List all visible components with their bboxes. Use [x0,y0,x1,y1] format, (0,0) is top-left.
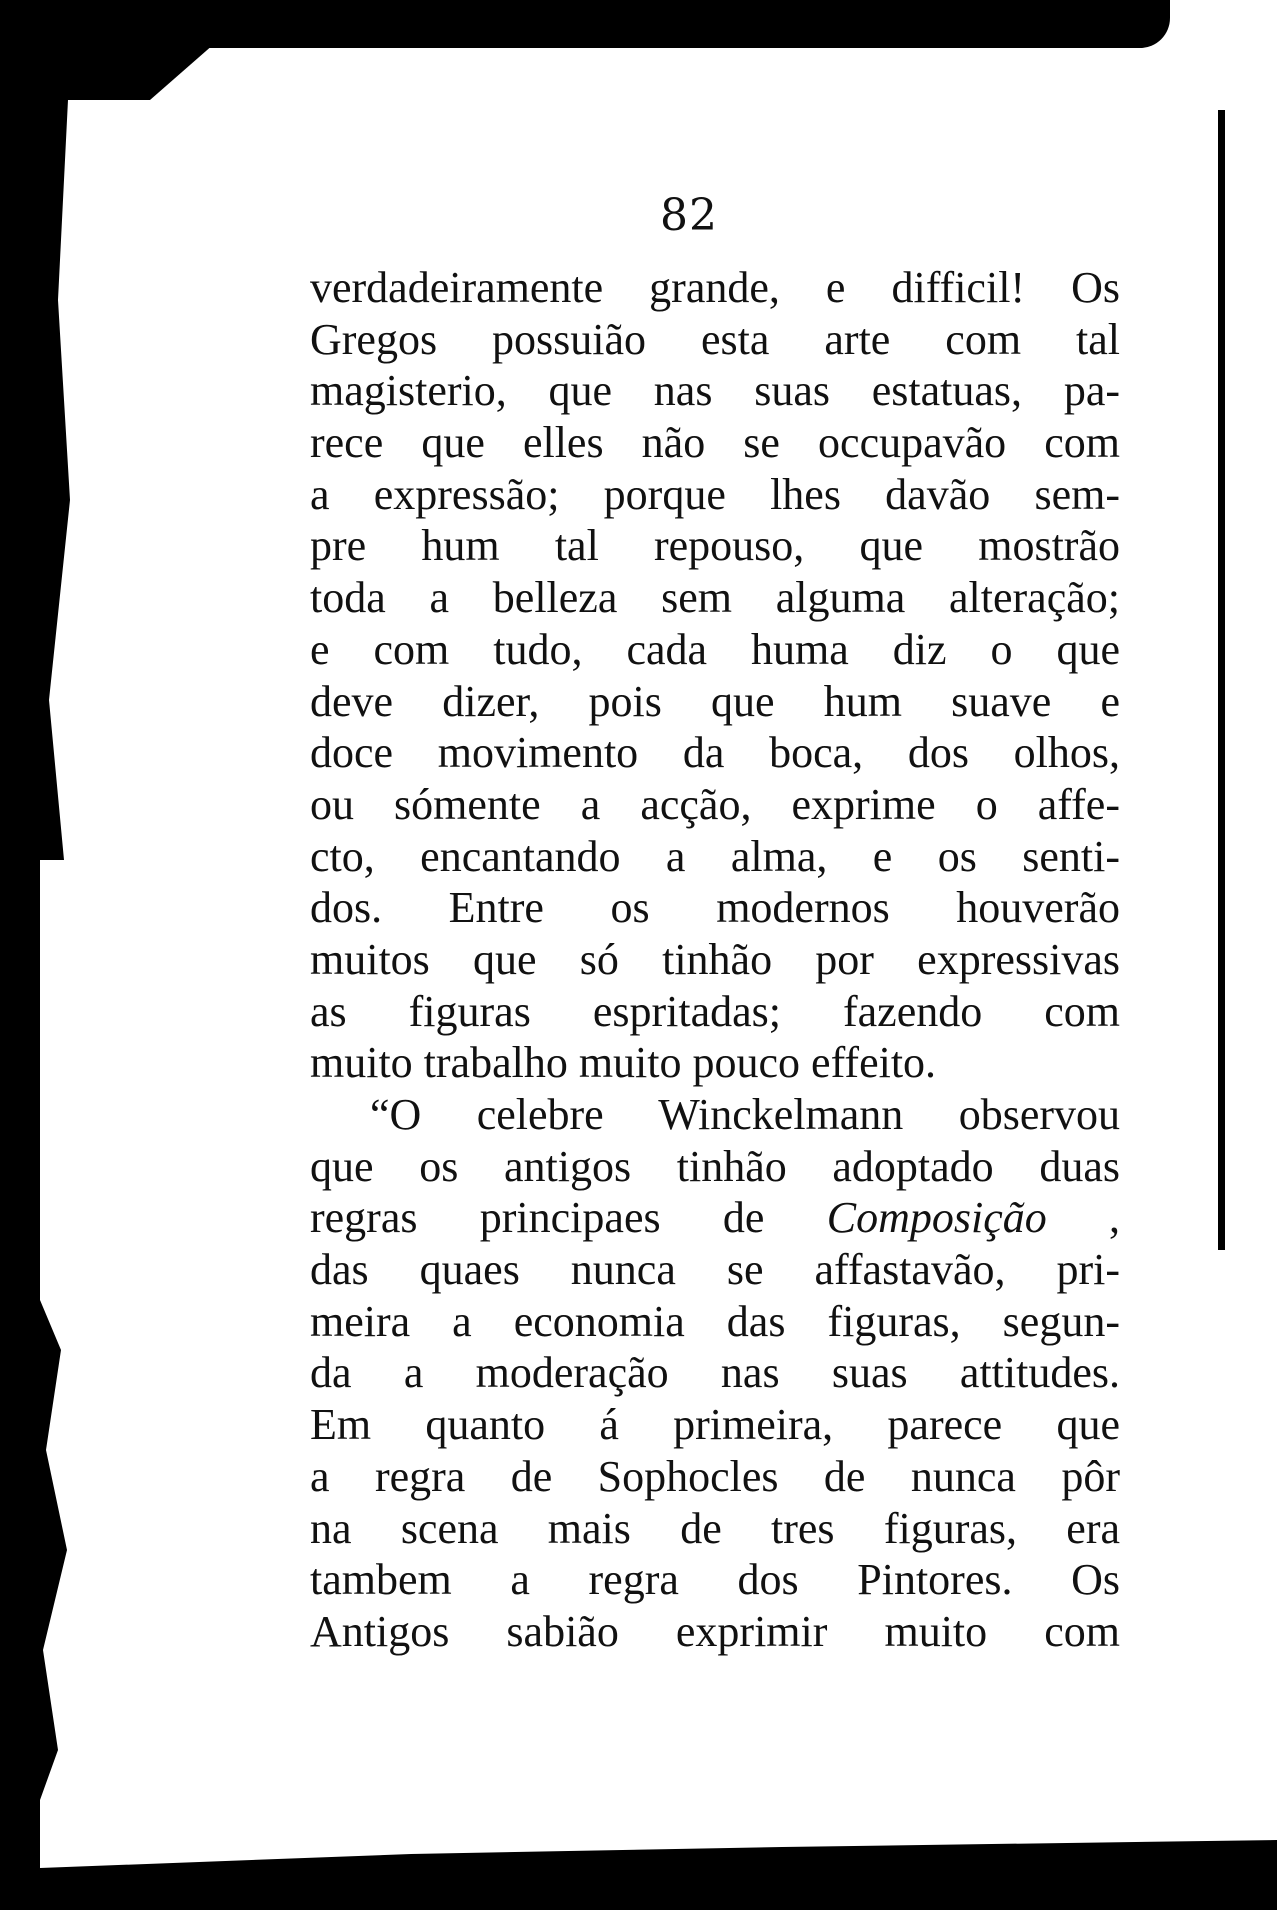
text-line: cto, encantando a alma, e os senti- [310,831,1120,881]
scan-edge-bottom [40,1840,1277,1910]
scan-edge-right [1218,110,1225,1250]
text-line: meira a economia das figuras, segun- [310,1296,1120,1346]
text-line: a expressão; porque lhes davão sem- [310,469,1120,519]
text-line: ou sómente a acção, exprime o affe- [310,779,1120,829]
text-line: dos. Entre os modernos houverão [310,883,1120,933]
scan-edge-top-corner [30,30,230,100]
text-line: Em quanto á primeira, parece que [310,1400,1120,1450]
text-line: pre hum tal repouso, que mostrão [310,521,1120,571]
text-line: da a moderação nas suas attitudes. [310,1348,1120,1398]
text-line: doce movimento da boca, dos olhos, [310,728,1120,778]
text-line: das quaes nunca se affastavão, pri- [310,1245,1120,1295]
text-line: verdadeiramente grande, e difficil! Os [310,263,1120,312]
binding-shadow-left-lower [40,1300,70,1800]
italic-term: Composição [826,1193,1047,1243]
text-line: Antigos sabião exprimir muito com [310,1606,1120,1656]
text-line: na scena mais de tres figuras, era [310,1503,1120,1553]
page-number: 82 [660,190,718,241]
binding-shadow-left-upper [40,60,70,860]
text-line: muitos que só tinhão por expressivas [310,934,1120,984]
text-line: tambem a regra dos Pintores. Os [310,1555,1120,1605]
text-line-with-italic [310,1192,1120,1244]
paragraph-start-line: “O celebre Winckelmann observou [370,1090,1120,1139]
binding-shadow-left [0,0,40,1910]
text-line: magisterio, que nas suas estatuas, pa- [310,366,1120,416]
text-line: que os antigos tinhão adoptado duas [310,1141,1120,1191]
text-line: rece que elles não se occupavão com [310,418,1120,468]
text-fragment: regras principaes de [310,1193,765,1243]
body-text [310,262,1120,1658]
text-line: toda a belleza sem alguma alteração; [310,573,1120,623]
text-line: as figuras espritadas; fazendo com [310,986,1120,1036]
text-line: e com tudo, cada huma diz o que [310,624,1120,674]
text-line: a regra de Sophocles de nunca pôr [310,1451,1120,1501]
text-line: deve dizer, pois que hum suave e [310,676,1120,726]
text-line: Gregos possuião esta arte com tal [310,314,1120,364]
text-line: muito trabalho muito pouco effeito. [310,1038,937,1088]
text-fragment: , [1109,1193,1121,1243]
